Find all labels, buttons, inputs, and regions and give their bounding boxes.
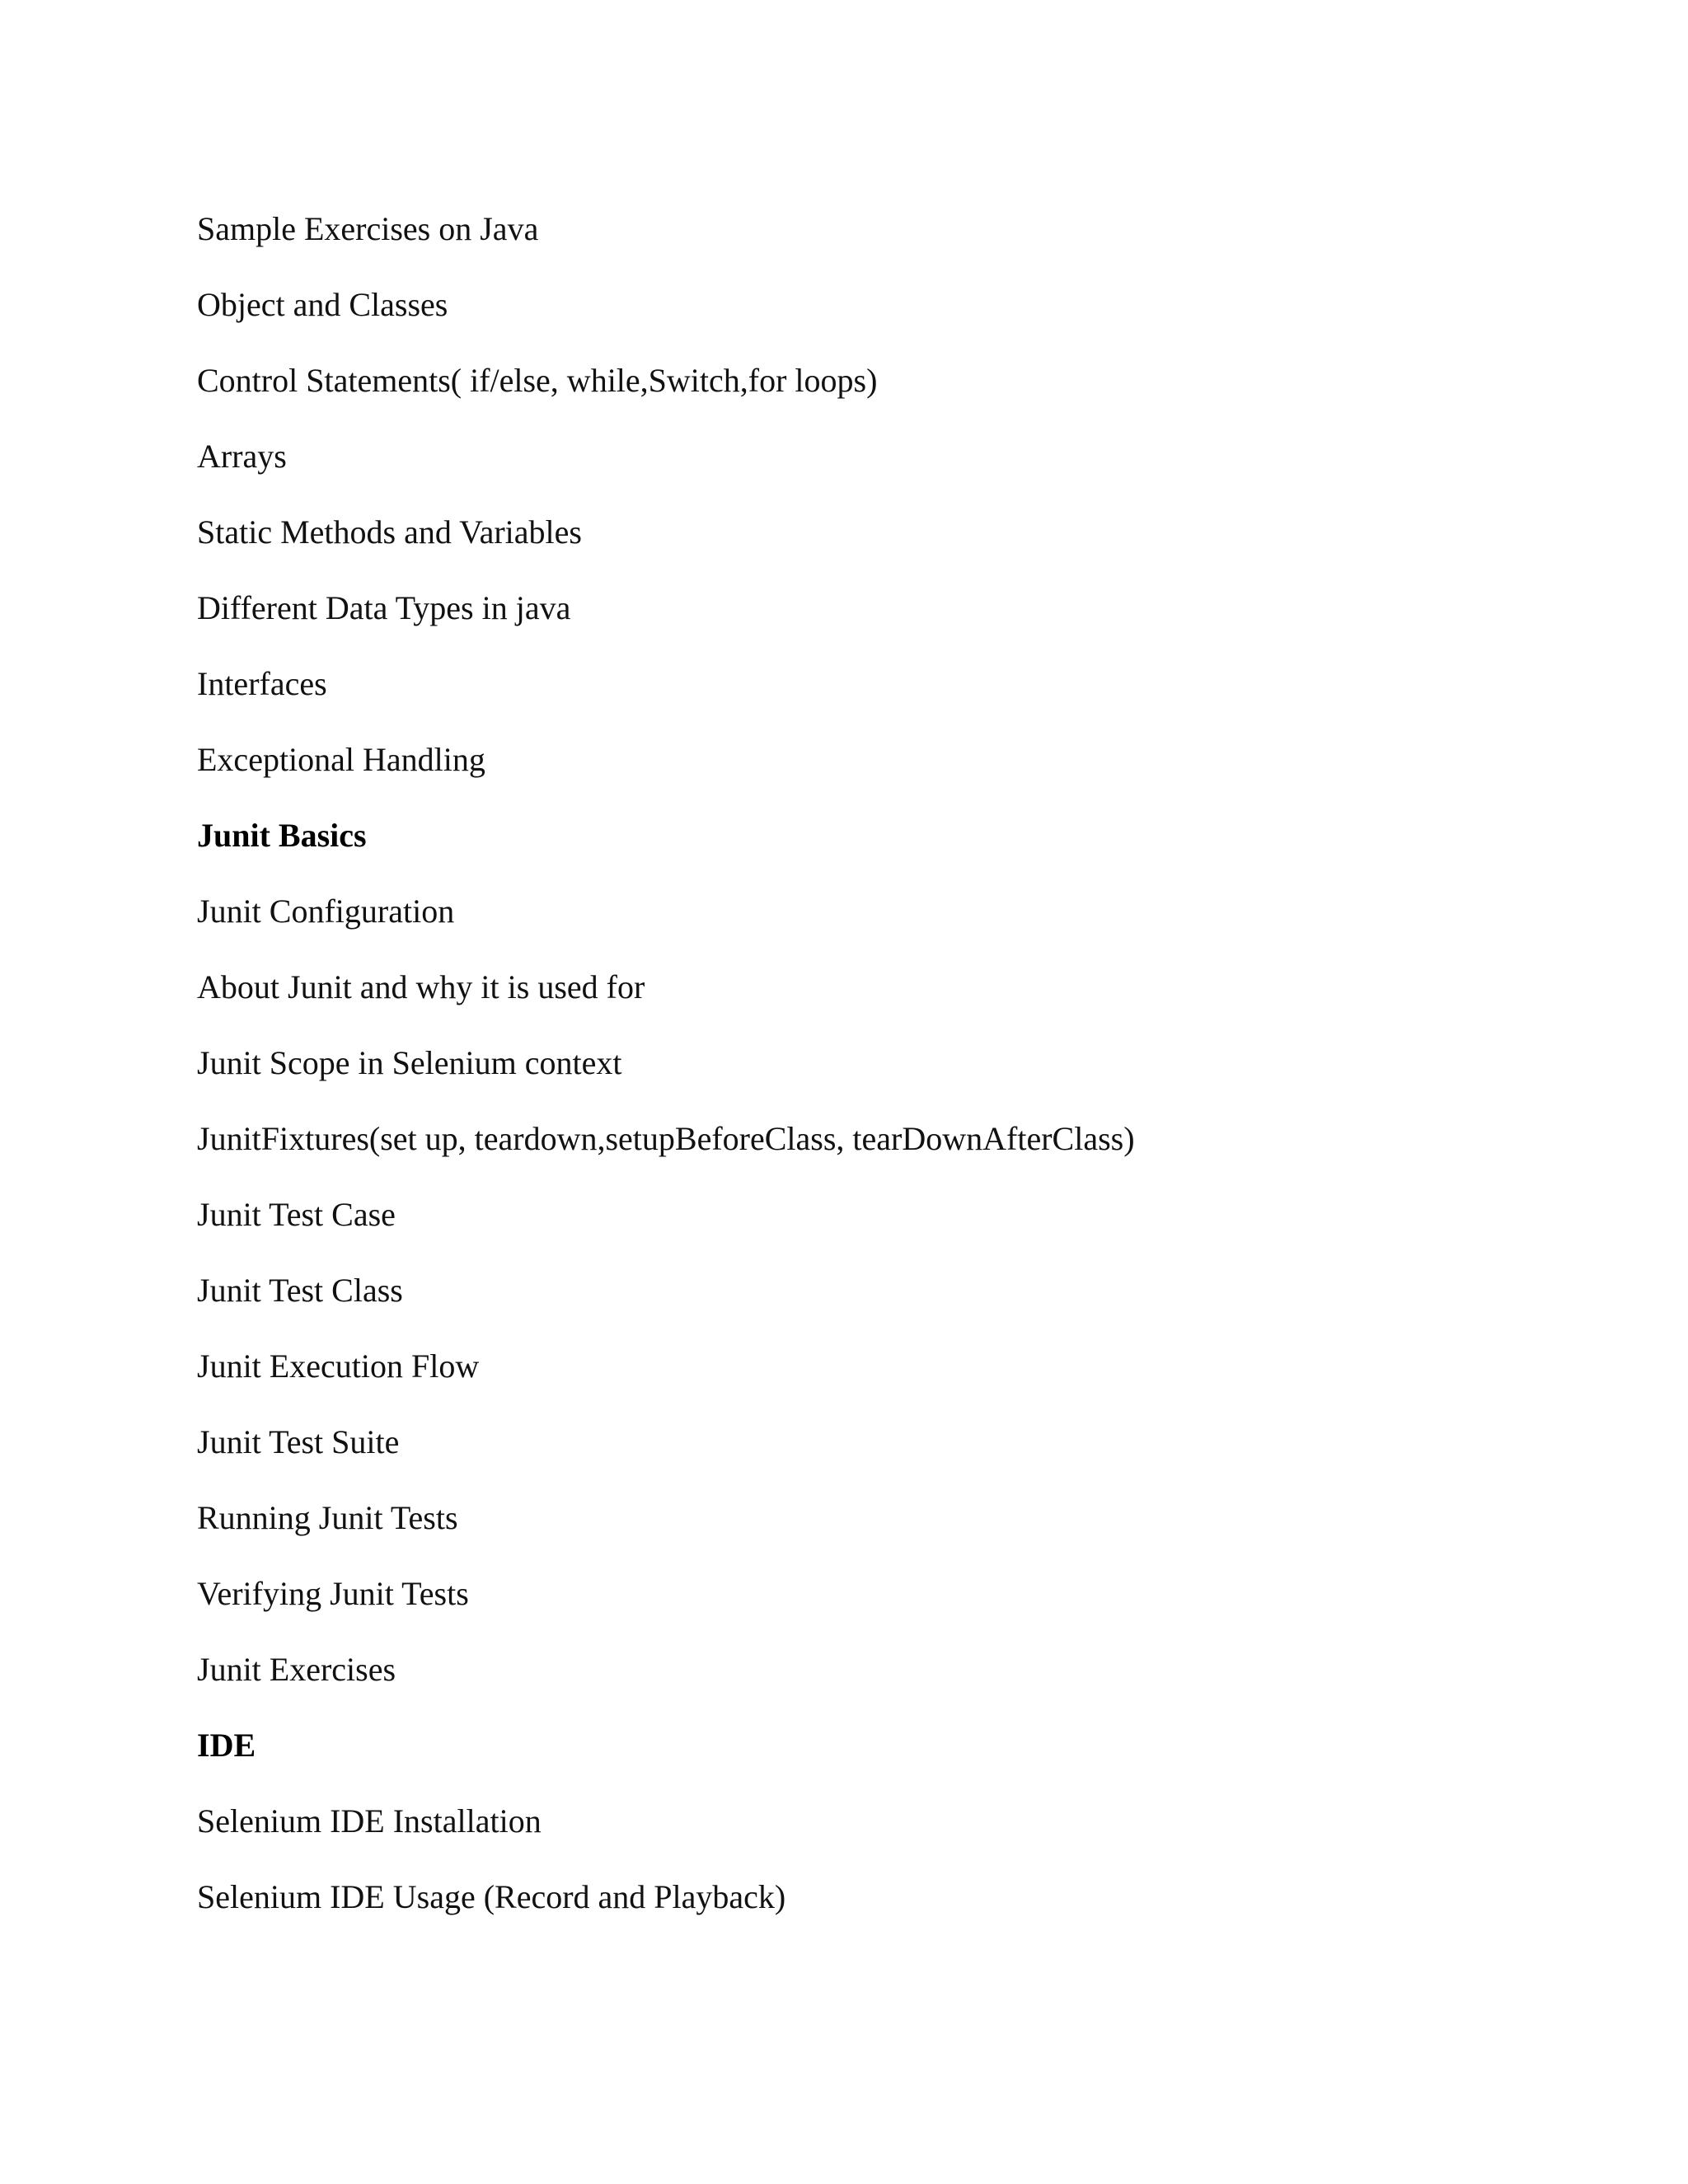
text-line: Junit Test Case	[197, 1196, 396, 1233]
text-line: Junit Exercises	[197, 1651, 396, 1688]
text-line: Junit Configuration	[197, 893, 455, 930]
text-line: Junit Execution Flow	[197, 1347, 480, 1385]
text-line: Sample Exercises on Java	[197, 210, 539, 247]
text-line: JunitFixtures(set up, teardown,setupBeforeClass, tearDownAfterClass)	[197, 1120, 1135, 1157]
text-line: Static Methods and Variables	[197, 513, 582, 551]
text-line: Selenium IDE Usage (Record and Playback)	[197, 1878, 786, 1915]
text-line: Junit Test Class	[197, 1272, 403, 1309]
text-line: Arrays	[197, 438, 287, 475]
text-line: Control Statements( if/else, while,Switch,for loops)	[197, 362, 878, 399]
text-line: Junit Scope in Selenium context	[197, 1044, 622, 1081]
text-line: Different Data Types in java	[197, 589, 571, 626]
section-heading: Junit Basics	[197, 817, 367, 854]
text-line: Selenium IDE Installation	[197, 1802, 542, 1840]
text-line: Exceptional Handling	[197, 741, 485, 778]
section-heading: IDE	[197, 1727, 256, 1764]
document-body	[197, 191, 1598, 1935]
text-line: Junit Test Suite	[197, 1423, 400, 1460]
text-line: Verifying Junit Tests	[197, 1575, 469, 1612]
text-line: Running Junit Tests	[197, 1499, 458, 1536]
text-line: Object and Classes	[197, 286, 448, 323]
text-line: Interfaces	[197, 665, 327, 702]
text-line: About Junit and why it is used for	[197, 968, 645, 1005]
